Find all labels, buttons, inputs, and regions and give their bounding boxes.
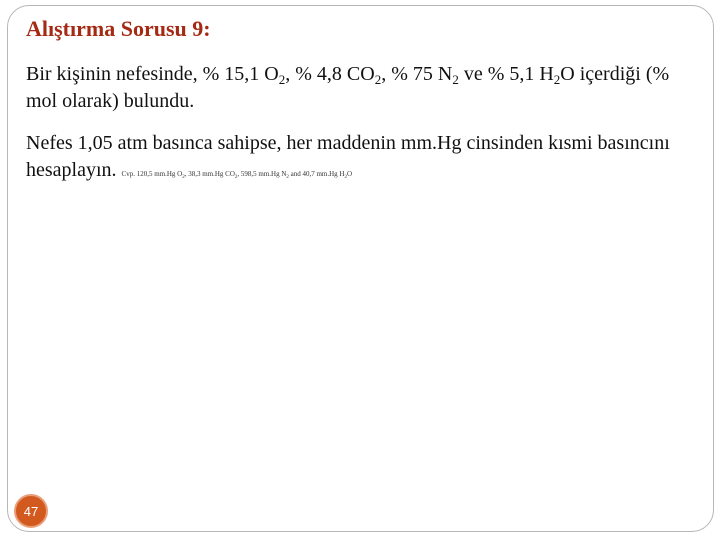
answer-text-2: , 38,3 mm.Hg CO	[184, 170, 235, 178]
slide-title: Alıştırma Sorusu 9:	[26, 16, 211, 41]
answer-subscript-4: 2	[344, 175, 347, 180]
statement-text-4: ve % 5,1 H	[458, 63, 554, 85]
question-paragraph	[26, 130, 696, 188]
answer-note	[122, 170, 353, 178]
question-text: Nefes 1,05 atm basınca sahipse, her maddenin mm.Hg cinsinden kısmi basıncını hesaplayın.	[26, 132, 670, 181]
answer-text-5: O	[346, 170, 353, 178]
page-number-badge	[14, 494, 48, 528]
statement-text-2: , % 4,8 CO	[285, 63, 375, 85]
problem-statement	[26, 61, 696, 115]
subscript-co2: 2	[374, 72, 382, 87]
answer-subscript-2: 2	[234, 175, 238, 180]
statement-text-5: O içerdiği (% mol olarak) bulundu.	[26, 63, 670, 112]
subscript-o2: 2	[278, 72, 286, 87]
answer-text-4: and 40,7 mm.Hg H	[288, 170, 345, 178]
answer-subscript-1: 2	[182, 175, 185, 180]
answer-text-1: Cvp. 120,5 mm.Hg O	[121, 170, 183, 178]
subscript-h2o: 2	[553, 72, 561, 87]
statement-text-3: , % 75 N	[381, 63, 453, 85]
answer-subscript-3: 2	[286, 175, 289, 180]
answer-text-3: , 598,5 mm.Hg N	[237, 170, 287, 178]
statement-text-1: Bir kişinin nefesinde, % 15,1 O	[26, 63, 279, 85]
subscript-n2: 2	[452, 72, 459, 87]
page-number: 47	[23, 503, 39, 519]
